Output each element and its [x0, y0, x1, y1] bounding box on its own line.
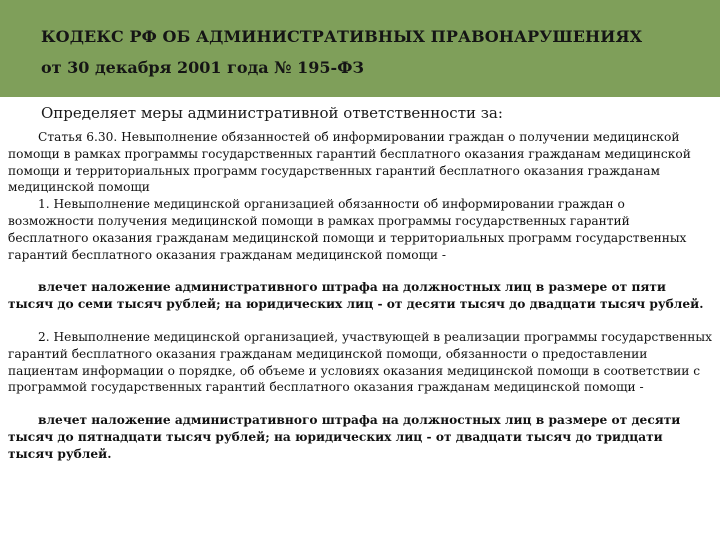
title-banner	[0, 0, 720, 97]
spacer	[8, 313, 712, 329]
article-title: Статья 6.30. Невыполнение обязанностей об информировании граждан о получении медицинской помощи в рамках программы государственных гарантий бесплатного оказания гражданам медицинской помощи и территориальных программ государственных гарантий бесплатного оказания гражданам медицинской помощи	[8, 130, 691, 195]
intro-text: Определяет меры административной ответственности за:	[41, 104, 503, 122]
clause-2: 2. Невыполнение медицинской организацией, участвующей в реализации программы государственных гарантий бесплатного оказания гражданам медицинской помощи, обязанности о предоставлении пациентам информации о порядке, об объеме и условиях оказания медицинской помощи в соответствии с программой государственных гарантий бесплатного оказания гражданам медицинской помощи -	[8, 329, 712, 395]
page-subtitle: от 30 декабря 2001 года № 195-ФЗ	[41, 58, 364, 77]
page-title: КОДЕКС РФ ОБ АДМИНИСТРАТИВНЫХ ПРАВОНАРУШЕНИЯХ	[41, 27, 643, 46]
penalty-1: влечет наложение административного штрафа на должностных лиц в размере от пяти тысяч до семи тысяч рублей; на юридических лиц - от десяти тысяч до двадцати тысяч рублей.	[8, 280, 704, 312]
penalty-2: влечет наложение административного штрафа на должностных лиц в размере от десяти тысяч до пятнадцати тысяч рублей; на юридических лиц - от двадцати тысяч до тридцати тысяч рублей.	[8, 413, 681, 461]
spacer	[8, 396, 712, 412]
clause-1: 1. Невыполнение медицинской организацией обязанности об информировании граждан о возможности получения медицинской помощи в рамках программы государственных гарантий бесплатного оказания гражданам медицинской помощи и территориальных программ государственных гарантий бесплатного оказания гражданам медицинской помощи -	[8, 197, 687, 262]
article-body	[8, 129, 712, 463]
spacer	[8, 263, 712, 279]
